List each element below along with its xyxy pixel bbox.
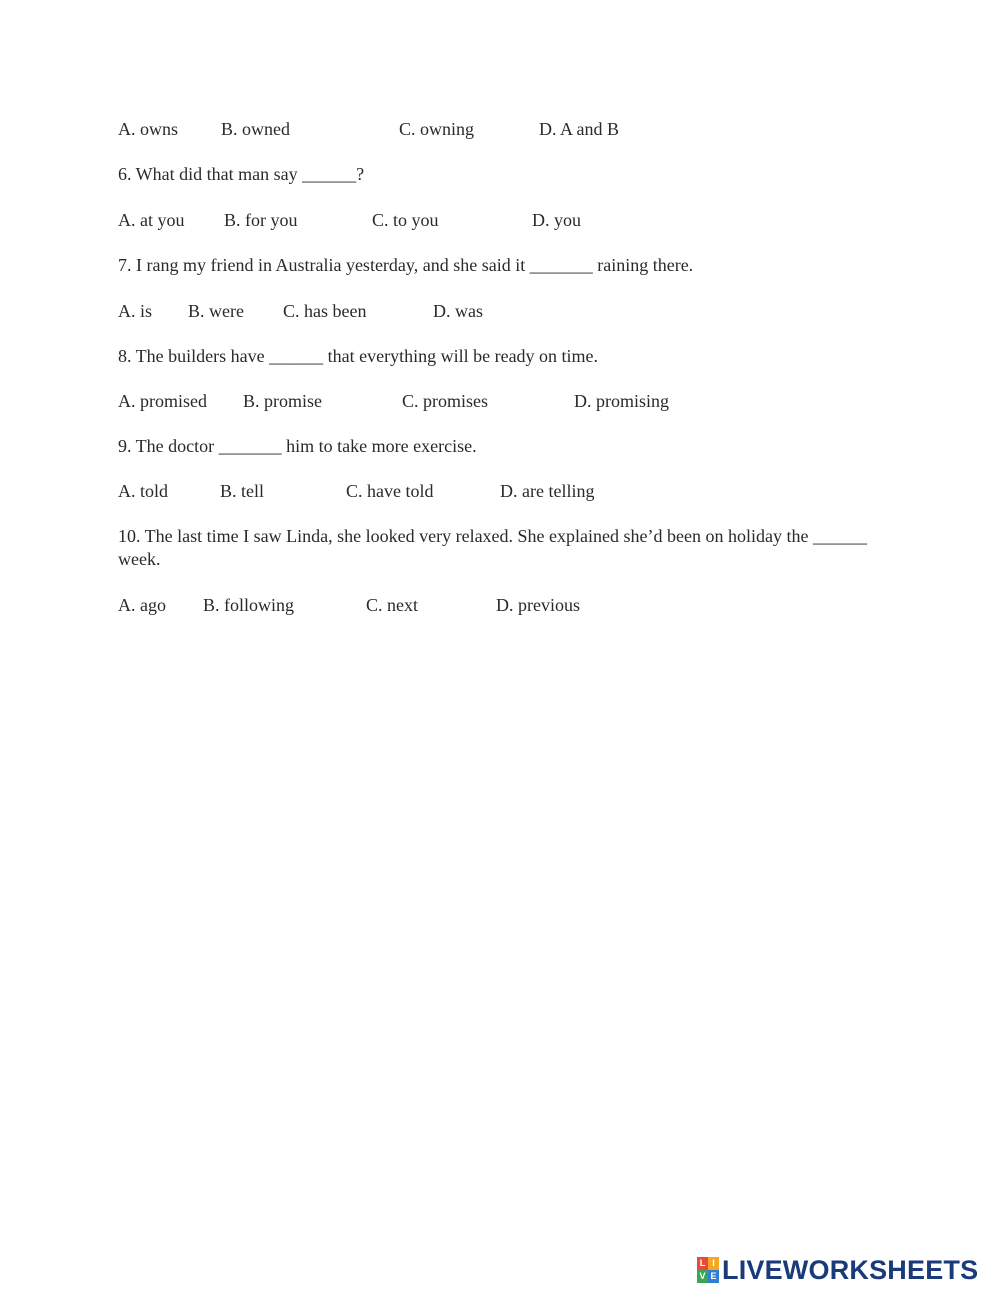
q10-question: 10. The last time I saw Linda, she looked very relaxed. She explained she’d been on holiday the ______ week. xyxy=(118,526,867,569)
q8-option-d[interactable]: D. promising xyxy=(574,391,670,411)
logo-block-e: E xyxy=(708,1270,719,1283)
q9-option-a[interactable]: A. told xyxy=(118,481,169,501)
q8-option-b[interactable]: B. promise xyxy=(243,391,322,411)
live-blocks-icon xyxy=(697,1257,719,1283)
q7-option-a[interactable]: A. is xyxy=(118,301,153,321)
q6-option-b[interactable]: B. for you xyxy=(224,210,298,230)
q8-option-c[interactable]: C. promises xyxy=(402,391,489,411)
q7-option-b[interactable]: B. were xyxy=(188,301,244,321)
q6-option-a[interactable]: A. at you xyxy=(118,210,185,230)
q7-question: 7. I rang my friend in Australia yesterday, and she said it _______ raining there. xyxy=(118,255,694,275)
q9-question: 9. The doctor _______ him to take more exercise. xyxy=(118,436,477,456)
logo-block-v: V xyxy=(697,1270,708,1283)
q8-question: 8. The builders have ______ that everything will be ready on time. xyxy=(118,346,599,366)
q7-option-d[interactable]: D. was xyxy=(433,301,483,321)
liveworksheets-logo xyxy=(697,1255,978,1285)
q10-option-c[interactable]: C. next xyxy=(366,595,418,615)
q9-option-b[interactable]: B. tell xyxy=(220,481,264,501)
q10-option-b[interactable]: B. following xyxy=(203,595,295,615)
q5-option-b[interactable]: B. owned xyxy=(221,119,290,139)
q9-option-d[interactable]: D. are telling xyxy=(500,481,595,501)
logo-wordmark: LIVEWORKSHEETS xyxy=(722,1254,979,1285)
q7-option-c[interactable]: C. has been xyxy=(283,301,367,321)
q5-option-d[interactable]: D. A and B xyxy=(539,119,620,139)
q6-option-d[interactable]: D. you xyxy=(532,210,581,230)
q8-option-a[interactable]: A. promised xyxy=(118,391,207,411)
q5-option-c[interactable]: C. owning xyxy=(399,119,475,139)
q10-option-d[interactable]: D. previous xyxy=(496,595,580,615)
logo-block-i: I xyxy=(708,1257,719,1270)
q10-option-a[interactable]: A. ago xyxy=(118,595,166,615)
logo-block-l: L xyxy=(697,1257,708,1270)
q6-option-c[interactable]: C. to you xyxy=(372,210,439,230)
q9-option-c[interactable]: C. have told xyxy=(346,481,434,501)
q5-option-a[interactable]: A. owns xyxy=(118,119,179,139)
q6-question: 6. What did that man say ______? xyxy=(118,164,365,184)
